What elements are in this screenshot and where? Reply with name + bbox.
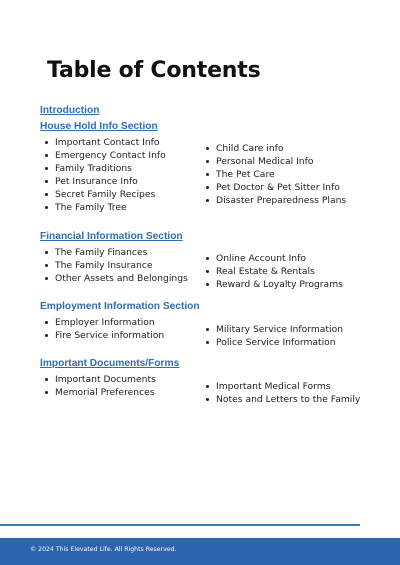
list-item[interactable]: Notes and Letters to the Family <box>201 393 360 406</box>
list-item[interactable]: Fire Service information <box>40 329 164 342</box>
list-item[interactable]: Employer Information <box>40 316 164 329</box>
section-link-documents[interactable]: Important Documents/Forms <box>40 358 180 369</box>
list-item[interactable]: The Family Finances <box>40 246 188 259</box>
household-right-list <box>201 142 346 207</box>
list-item[interactable]: Online Account Info <box>201 252 343 265</box>
financial-left-list <box>40 246 188 285</box>
list-item[interactable]: Emergency Contact Info <box>40 149 166 162</box>
household-left-list <box>40 136 166 214</box>
section-link-introduction[interactable]: Introduction <box>40 105 100 116</box>
copyright-text: © 2024 This Elevated Life. All Rights Reserved. <box>30 546 177 553</box>
list-item[interactable]: The Family Tree <box>40 201 166 214</box>
list-item[interactable]: The Family Insurance <box>40 259 188 272</box>
list-item[interactable]: The Pet Care <box>201 168 346 181</box>
list-item[interactable]: Secret Family Recipes <box>40 188 166 201</box>
list-item[interactable]: Important Medical Forms <box>201 380 360 393</box>
list-item[interactable]: Pet Insurance Info <box>40 175 166 188</box>
footer-bar <box>0 538 400 565</box>
documents-left-list <box>40 373 156 399</box>
page-title: Table of Contents <box>47 58 261 83</box>
list-item[interactable]: Military Service Information <box>201 323 343 336</box>
list-item[interactable]: Important Contact Info <box>40 136 166 149</box>
list-item[interactable]: Important Documents <box>40 373 156 386</box>
list-item[interactable]: Reward & Loyalty Programs <box>201 278 343 291</box>
section-link-household[interactable]: House Hold Info Section <box>40 121 158 132</box>
list-item[interactable]: Personal Medical Info <box>201 155 346 168</box>
list-item[interactable]: Disaster Preparedness Plans <box>201 194 346 207</box>
employment-right-list <box>201 323 343 349</box>
list-item[interactable]: Memorial Preferences <box>40 386 156 399</box>
list-item[interactable]: Pet Doctor & Pet Sitter Info <box>201 181 346 194</box>
financial-right-list <box>201 252 343 291</box>
divider-line <box>0 524 360 526</box>
section-link-financial[interactable]: Financial Information Section <box>40 231 183 242</box>
list-item[interactable]: Family Traditions <box>40 162 166 175</box>
documents-right-list <box>201 380 360 406</box>
section-link-employment[interactable]: Employment Information Section <box>40 301 200 312</box>
list-item[interactable]: Other Assets and Belongings <box>40 272 188 285</box>
list-item[interactable]: Police Service Information <box>201 336 343 349</box>
list-item[interactable]: Real Estate & Rentals <box>201 265 343 278</box>
employment-left-list <box>40 316 164 342</box>
list-item[interactable]: Child Care info <box>201 142 346 155</box>
